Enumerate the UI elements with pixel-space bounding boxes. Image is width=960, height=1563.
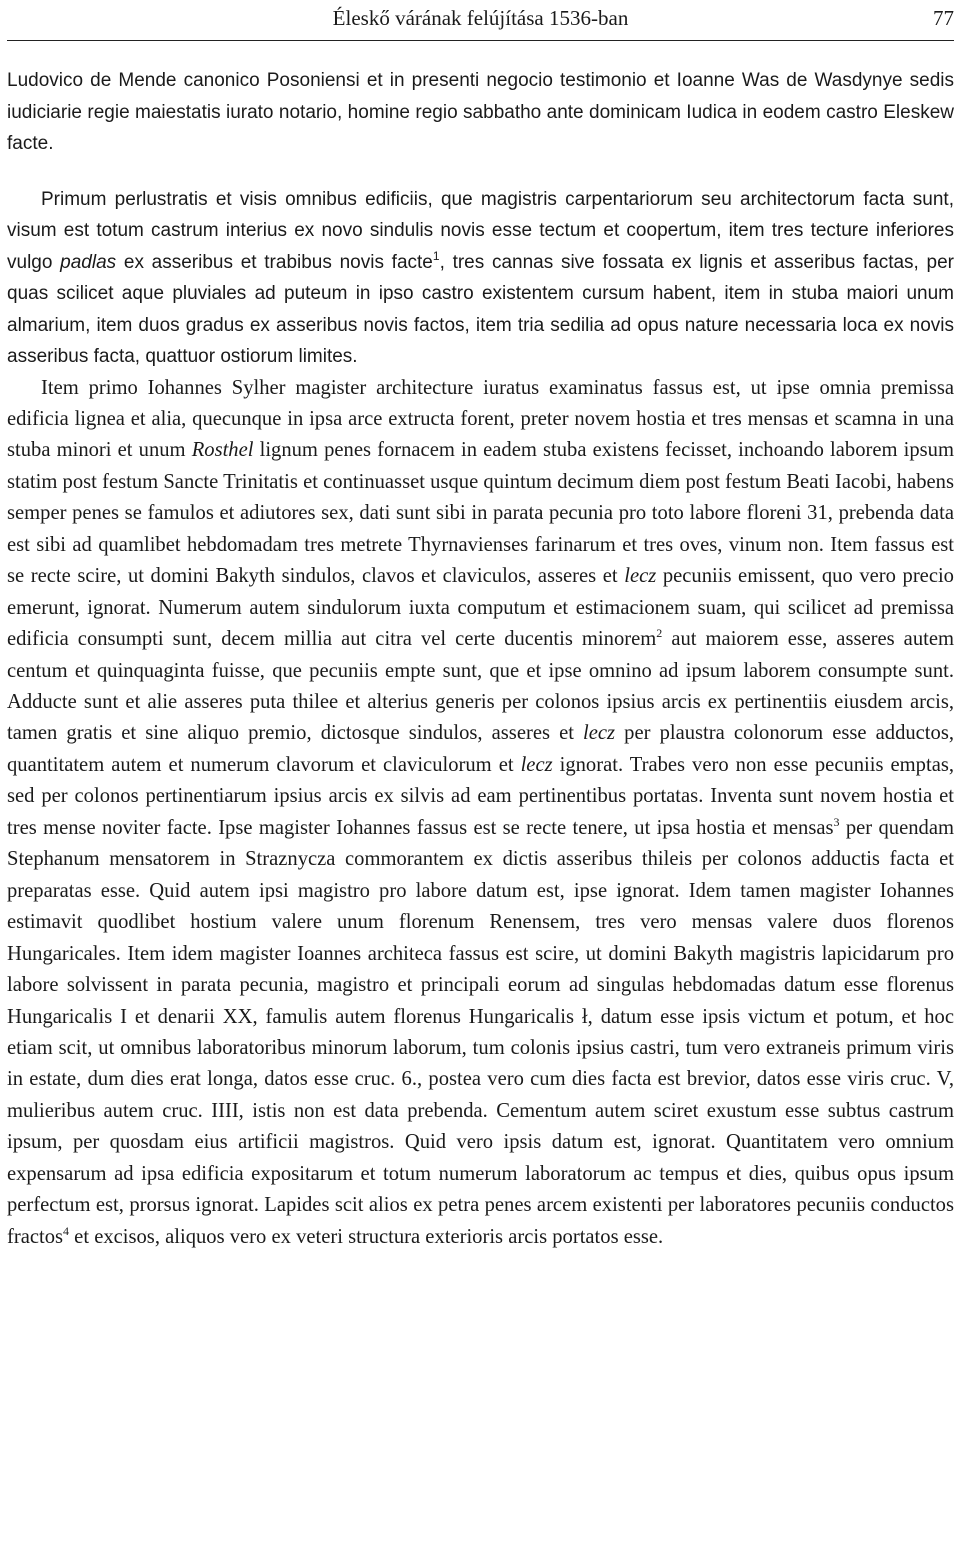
text-run: ex asseribus et trabibus novis facte [116, 251, 433, 273]
running-title: Éleskő várának felújítása 1536-ban [332, 6, 629, 30]
text-run: pecuniis emissent, quo vero precio emerunt, ignorat. Numerum autem sindulorum iuxta computum et estimacionem suam, qui scilicet ad premissa edificia consumpti sunt, decem millia aut citra vel certe ducentis minorem [7, 565, 954, 651]
testimony-paragraph [7, 373, 954, 1254]
page-number: 77 [933, 6, 954, 30]
book-page [7, 0, 954, 1253]
italic-term: lecz [583, 722, 616, 745]
text-run: et excisos, aliquos vero ex veteri structura exterioris arcis portatos esse. [69, 1225, 664, 1248]
text-run: Ludovico de Mende canonico Posoniensi et in presenti negocio testimonio et Ioanne Was de Wasdynye sedis iudiciarie regie maiestatis iurato notario, homine regio sabbatho ante dominicam Iudica in eodem castro Eleskew facte. [7, 70, 954, 154]
text-run: per plaustra colonorum esse adductos, quantitatem autem et numerum clavorum et claviculorum et [7, 722, 954, 776]
footnote-ref-4: 4 [63, 1223, 70, 1238]
italic-term: lecz [520, 753, 553, 776]
text-run: lignum penes fornacem in eadem stuba existens fecisset, inchoando laborem ipsum statim post festum Sancte Trinitatis et continuasset usque quintum decimum diem post festum Beati Iacobi, habens semper penes se famulos et adiutores sex, dati sunt sibi in parata pecunia pro toto labore floreni 31, prebenda data est sibi ad quamlibet hebdomadam tres metrete Thyrnavienses farinarum et tres oves, vinum non. Item fassus est se recte scire, ut domini Bakyth sindulos, clavos et claviculos, asseres et [7, 439, 954, 588]
text-run: per quendam Stephanum mensatorem in Straznycza commorantem ex dictis asseribus thileis per colonos adductis facta et preparatas esse. Quid autem ipsi magistro pro labore datum est, ipse ignorat. Idem tamen magister Iohannes estimavit quodlibet hostium valere unum florenum Renensem, tres vero mensas valere duos florenos Hungaricales. Item idem magister Ioannes architeca fassus est scire, ut domini Bakyth magistris lapicidarum pro labore solvissent in parata pecunia, magistro et principali eorum ad singulas hebdomadas datum esse florenus Hungaricalis I et denarii XX, famulis autem florenus Hungaricalis ł, datum esse ipsis victum et potum, et hoc etiam scit, ut omnibus laboratoribus minorum laborum, tum colonis ipsius castri, tum vero extraneis primum viris in estate, dum dies erat longa, datos esse cruc. 6., postea vero cum dies facta est brevior, datos esse viris cruc. V, mulieribus autem cruc. IIII, istis non est data prebenda. Cementum autem sciret exustum esse subtus castrum ipsum, per quosdam eius artificii magistros. Quid vero ipsis datum est, ignorat. Quantitatem vero omnium expensarum ad ipsa edificia expositarum et totum numerum laboratorum ac tempus et dies, quibus opus ipsum perfectum est, prorsus ignorat. Lapides scit alios ex petra penes arcem existenti per laboratores pecuniis conductos fractos [7, 816, 954, 1248]
text-run: Primum perlustratis et visis omnibus edificiis, que magistris carpentariorum seu architectorum facta sunt, visum est totum castrum interius ex novo sindulis novis esse tectum et coopertum, item tres tecture inferiores vulgo [7, 188, 954, 273]
intro-paragraph [7, 65, 954, 160]
running-head [7, 0, 954, 41]
footnote-ref-1: 1 [432, 248, 440, 263]
text-run: aut maiorem esse, asseres autem centum et quinquaginta fuisse, que pecuniis empte sunt, que et ipse omnino ad ipsum laborem consumpte sunt. Adducte sunt et alie asseres puta thilee et alterius generis per colonos ipsius arcis ex pertinentiis eiusdem arcis, tamen gratis et sine aliquo premio, dictosque sindulos, asseres et [7, 628, 955, 745]
italic-term: lecz [624, 565, 657, 588]
footnote-ref-2: 2 [656, 626, 663, 641]
italic-term: Rosthel [191, 439, 254, 462]
text-run: Item primo Iohannes Sylher magister architecture iuratus examinatus fassus est, ut ipse omnia premissa edificia lignea et alia, quecunque in ipsa arce extructa forent, preter novem hostia et tres mensas et scamna in una stuba minori et unum [7, 376, 954, 462]
primum-paragraph [7, 184, 954, 373]
footnote-ref-3: 3 [833, 814, 840, 829]
italic-term: padlas [60, 251, 117, 273]
text-run: ignorat. Trabes vero non esse pecuniis emptas, sed per colonos pertinentiarum ipsius arcis ex silvis ad eam pertinentibus portatas. Inventa sunt novem hostia et tres mense noviter facte. Ipse magister Iohannes fassus est se recte tenere, ut ipsa hostia et mensas [7, 753, 955, 839]
text-run: , tres cannas sive fossata ex lignis et asseribus factas, per quas scilicet aque pluviales ad puteum in ipso castro existentem cursum habent, item in stuba maiori unum almarium, item duos gradus ex asseribus novis factos, item tria sedilia ad opus nature necessaria loca ex novis asseribus facta, quattuor ostiorum limites. [7, 251, 955, 367]
